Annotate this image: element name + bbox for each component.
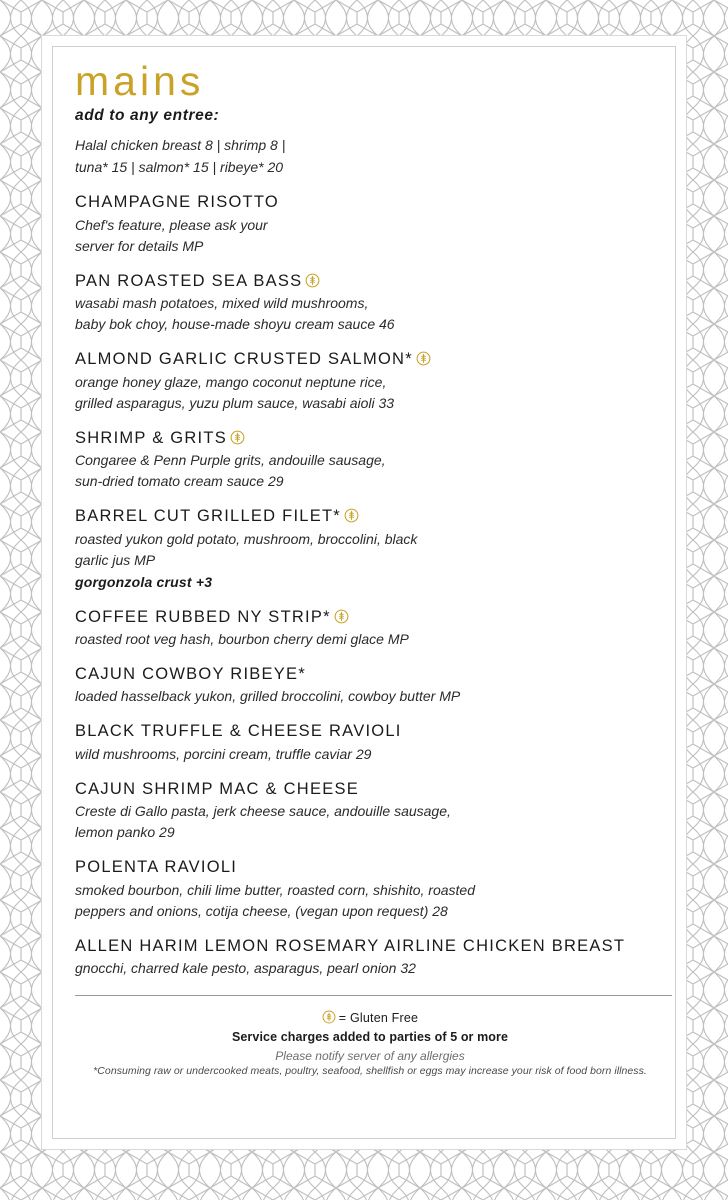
- allergy-notice: Please notify server of any allergies: [275, 1049, 465, 1064]
- menu-item: [75, 664, 665, 707]
- menu-item-name: [75, 192, 665, 213]
- menu-item-description-line: orange honey glaze, mango coconut neptune rice,: [75, 373, 387, 390]
- menu-item-name-text: ALLEN HARIM LEMON ROSEMARY AIRLINE CHICKEN BREAST: [75, 936, 626, 955]
- addons-list: [75, 135, 665, 178]
- menu-item-name-text: CAJUN SHRIMP MAC & CHEESE: [75, 779, 359, 798]
- addon-line: tuna* 15 | salmon* 15 | ribeye* 20: [75, 158, 284, 175]
- menu-item-description-line: wasabi mash potatoes, mixed wild mushrooms,: [75, 295, 369, 312]
- menu-item-name: [75, 607, 665, 628]
- menu-card: [42, 36, 686, 1149]
- menu-item-description: [75, 372, 665, 414]
- menu-item: [75, 779, 665, 843]
- menu-item-description: [75, 880, 665, 922]
- menu-item-description-line: roasted root veg hash, bourbon cherry demi glace MP: [75, 631, 409, 648]
- menu-item-name: [75, 779, 665, 800]
- menu-item-description-line: baby bok choy, house-made shoyu cream sauce 46: [75, 316, 395, 333]
- menu-item-description-line: Creste di Gallo pasta, jerk cheese sauce, andouille sausage,: [75, 803, 451, 820]
- gluten-free-legend-text: = Gluten Free: [338, 1011, 419, 1026]
- menu-item: [75, 506, 665, 592]
- menu-item: [75, 857, 665, 921]
- menu-item: [75, 428, 665, 492]
- menu-item-name: [75, 271, 665, 292]
- menu-item-name-text: CHAMPAGNE RISOTTO: [75, 193, 279, 212]
- gluten-free-icon: [344, 508, 359, 523]
- menu-item-addon: gorgonzola crust +3: [75, 573, 213, 590]
- menu-item-description-line: Chef's feature, please ask your: [75, 216, 268, 233]
- menu-item-description: [75, 529, 665, 571]
- menu-item-description-line: smoked bourbon, chili lime butter, roasted corn, shishito, roasted: [75, 881, 475, 898]
- menu-item-description: [75, 801, 665, 843]
- menu-item-description: [75, 215, 665, 257]
- menu-item-description-line: loaded hasselback yukon, grilled broccolini, cowboy butter MP: [75, 688, 461, 705]
- menu-item-description-line: server for details MP: [75, 237, 204, 254]
- menu-item-name-text: ALMOND GARLIC CRUSTED SALMON*: [75, 350, 413, 369]
- menu-item-name-text: COFFEE RUBBED NY STRIP*: [75, 607, 331, 626]
- menu-item-name-text: BARREL CUT GRILLED FILET*: [75, 507, 341, 526]
- menu-item-name-text: CAJUN COWBOY RIBEYE*: [75, 665, 306, 684]
- menu-item-name: [75, 349, 665, 370]
- gluten-free-icon: [334, 609, 349, 624]
- gluten-free-icon: [230, 430, 245, 445]
- gluten-free-icon: [322, 1010, 336, 1024]
- raw-food-disclaimer: *Consuming raw or undercooked meats, poultry, seafood, shellfish or eggs may increase your risk of food born illness.: [93, 1065, 647, 1078]
- menu-item: [75, 349, 665, 413]
- menu-item: [75, 936, 665, 979]
- addon-line: Halal chicken breast 8 | shrimp 8 |: [75, 137, 286, 154]
- menu-item-name: [75, 428, 665, 449]
- page-title: mains: [75, 58, 205, 104]
- menu-item-description-line: grilled asparagus, yuzu plum sauce, wasabi aioli 33: [75, 394, 395, 411]
- menu-item-description: [75, 450, 665, 492]
- menu-item-description-line: peppers and onions, cotija cheese, (vegan upon request) 28: [75, 902, 448, 919]
- footer-divider: [75, 995, 672, 996]
- menu-items-list: [75, 192, 665, 979]
- menu-content: [75, 60, 665, 1077]
- menu-item-name-text: PAN ROASTED SEA BASS: [75, 271, 303, 290]
- menu-item-name: [75, 936, 665, 957]
- menu-item: [75, 271, 665, 335]
- menu-item-name-text: SHRIMP & GRITS: [75, 428, 227, 447]
- menu-item-description-line: Congaree & Penn Purple grits, andouille sausage,: [75, 452, 386, 469]
- menu-item-name-text: BLACK TRUFFLE & CHEESE RAVIOLI: [75, 722, 402, 741]
- menu-footer: [75, 1010, 665, 1077]
- menu-item-description-line: lemon panko 29: [75, 824, 175, 841]
- menu-item-name: [75, 857, 665, 878]
- menu-item-description: [75, 293, 665, 335]
- menu-item-description: [75, 744, 665, 765]
- menu-item: [75, 192, 665, 256]
- menu-item-description-line: wild mushrooms, porcini cream, truffle caviar 29: [75, 745, 372, 762]
- menu-item: [75, 721, 665, 764]
- menu-item-name-text: POLENTA RAVIOLI: [75, 858, 238, 877]
- menu-item-description-line: gnocchi, charred kale pesto, asparagus, pearl onion 32: [75, 960, 416, 977]
- menu-item-description: [75, 686, 665, 707]
- gluten-free-icon: [305, 273, 320, 288]
- menu-item-description-line: sun-dried tomato cream sauce 29: [75, 473, 284, 490]
- menu-item-description: [75, 629, 665, 650]
- menu-item-name: [75, 664, 665, 685]
- gluten-free-legend: [75, 1010, 665, 1025]
- menu-item: [75, 607, 665, 650]
- addons-heading: add to any entree:: [75, 107, 220, 125]
- menu-item-description-line: garlic jus MP: [75, 551, 156, 568]
- menu-item-description-line: roasted yukon gold potato, mushroom, broccolini, black: [75, 530, 418, 547]
- menu-item-description: [75, 958, 665, 979]
- menu-item-name: [75, 721, 665, 742]
- gluten-free-icon: [416, 351, 431, 366]
- menu-item-name: [75, 506, 665, 527]
- service-charge-notice: Service charges added to parties of 5 or more: [231, 1030, 509, 1045]
